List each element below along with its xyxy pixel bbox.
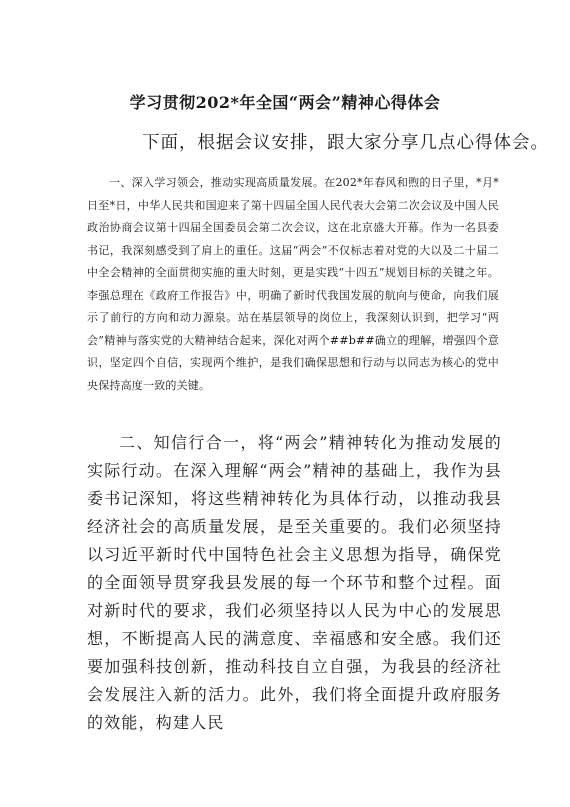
intro-sentence: 下面，根据会议安排，跟大家分享几点心得体会。 bbox=[142, 133, 549, 153]
paragraph-1: 一、深入学习领会，推动实现高质量发展。在202*年春风和煦的日子里，*月*日至*日，中华人民共和国迎来了第十四届全国人民代表大会第二次会议及中国人民政治协商会议第十四届全国委员会第二次会议，这在北京盛大开幕。作为一名县委书记，我深刻感受到了肩上的重任。这届“两会”不仅标志着对党的大以及二十届二中全会精神的全面贯彻实施的重大时刻，更是实践“十四五”规划目标的关键之年。李强总理在《政府工作报告》中，明确了新时代我国发展的航向与使命，向我们展示了前行的方向和动力源泉。站在基层领导的岗位上，我深刻认识到，把学习“两会”精神与落实党的大精神结合起来，深化对两个##b##确立的理解，增强四个意识，坚定四个自信，实现两个维护，是我们确保思想和行动与以同志为核心的党中央保持高度一致的关键。 bbox=[87, 176, 499, 392]
document-title: 学习贯彻202*年全国“两会”精神心得体会 bbox=[129, 93, 441, 112]
paragraph-2: 二、知信行合一，将“两会”精神转化为推动发展的实际行动。在深入理解“两会”精神的基础上，我作为县委书记深知，将这些精神转化为具体行动，以推动我县经济社会的高质量发展，是至关重要的。我们必须坚持以习近平新时代中国特色社会主义思想为指导，确保党的全面领导贯穿我县发展的每一个环节和整个过程。面对新时代的要求，我们必须坚持以人民为中心的发展思想，不断提高人民的满意度、幸福感和安全感。我们还要加强科技创新，推动科技自立自强，为我县的经济社会发展注入新的活力。此外，我们将全面提升政府服务的效能，构建人民 bbox=[87, 433, 502, 732]
